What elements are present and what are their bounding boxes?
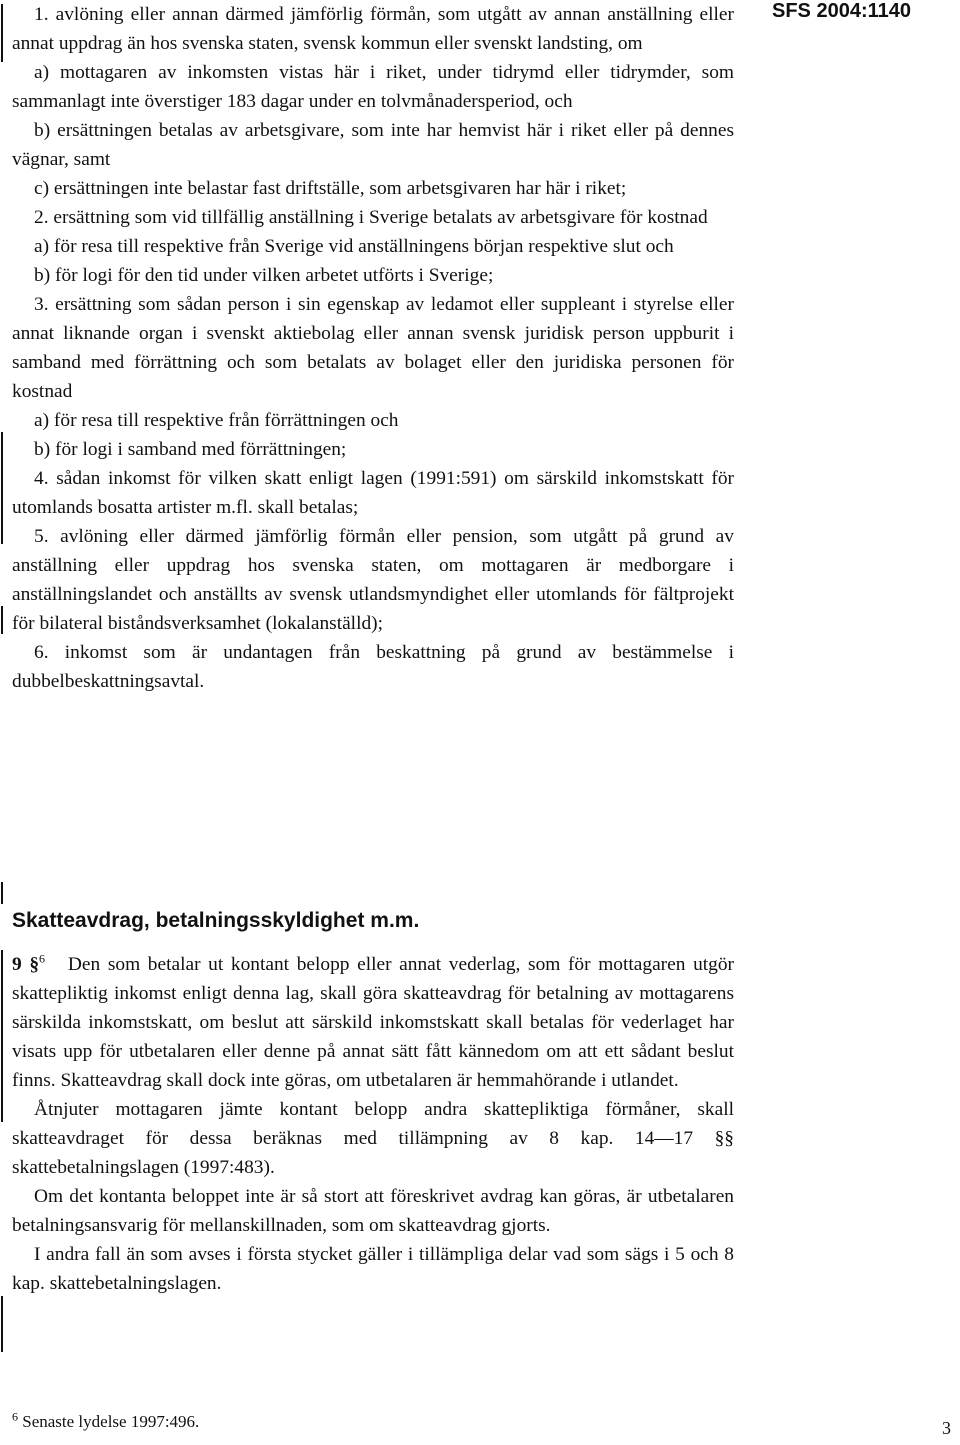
change-bar (1, 606, 3, 634)
paragraph-text: Den som betalar ut kontant belopp eller annat vederlag, som för mottagaren utgör skattepliktig inkomst enligt denna lag, skall göra skatteavdrag för betalning av mottagarens särskilda inkomstskatt, om beslut att särskild inkomstskatt skall betalas för vederlaget har visats upp för utbetalaren eller denne på annat sätt fått kännedom om att ett sådant beslut finns. Skatteavdrag skall dock inte göras, om utbetalaren är hemmahörande i utlandet. (12, 954, 734, 1091)
exemption-list (12, 0, 734, 696)
list-subitem: a) för resa till respektive från förrättningen och (34, 410, 399, 431)
section-heading: Skatteavdrag, betalningsskyldighet m.m. (12, 909, 420, 932)
change-bar (1, 1296, 3, 1352)
list-item: 2. ersättning som vid tillfällig anställning i Sverige betalats av arbetsgivare för kostnad (34, 207, 708, 228)
section-9 (12, 950, 734, 1298)
list-subitem: a) för resa till respektive från Sverige vid anställningens början respektive slut och (34, 236, 674, 257)
list-subitem: b) ersättningen betalas av arbetsgivare, som inte har hemvist här i riket eller på dennes vägnar, samt (12, 120, 734, 170)
footnote-number: 6 (12, 1409, 18, 1424)
section-paragraph: I andra fall än som avses i första stycket gäller i tillämpliga delar vad som sägs i 5 och 8 kap. skattebetalningslagen. (12, 1244, 734, 1294)
section-paragraph: Om det kontanta beloppet inte är så stort att föreskrivet avdrag kan göras, är utbetalaren betalningsansvarig för mellanskillnaden, som om skatteavdrag gjorts. (12, 1186, 734, 1236)
list-item: 4. sådan inkomst för vilken skatt enligt lagen (1991:591) om särskild inkomstskatt för utomlands bosatta artister m.fl. skall betalas; (12, 468, 734, 518)
list-item: 6. inkomst som är undantagen från beskattning på grund av bestämmelse i dubbelbeskattningsavtal. (12, 642, 734, 692)
document-id: SFS 2004:1140 (772, 0, 911, 22)
page-number: 3 (942, 1418, 951, 1438)
list-subitem: b) för logi i samband med förrättningen; (34, 439, 347, 460)
change-bar (1, 432, 3, 544)
list-subitem: a) mottagaren av inkomsten vistas här i riket, under tidrymd eller tidrymder, som sammanlagt inte överstiger 183 dagar under en tolvmånadersperiod, och (12, 62, 734, 112)
list-subitem: c) ersättningen inte belastar fast driftställe, som arbetsgivaren har här i riket; (34, 178, 627, 199)
section-paragraph: Åtnjuter mottagaren jämte kontant belopp andra skattepliktiga förmåner, skall skatteavdraget för dessa beräknas med tillämpning av 8 kap. 14—17 §§ skattebetalningslagen (1997:483). (12, 1099, 734, 1178)
list-item: 3. ersättning som sådan person i sin egenskap av ledamot eller suppleant i styrelse eller annat liknande organ i svenskt aktiebolag eller annan svensk juridisk person uppburit i samband med förrättning och som betalats av bolaget eller den juridiska personen för kostnad (12, 294, 734, 402)
footnote-text: Senaste lydelse 1997:496. (22, 1412, 200, 1431)
footnote (12, 1409, 200, 1432)
section-paragraph (12, 950, 734, 1095)
footnote-reference: 6 (39, 951, 46, 966)
section-number: 9 § (12, 954, 40, 975)
change-bar (1, 4, 3, 62)
change-bar (1, 950, 3, 1122)
list-item: 5. avlöning eller därmed jämförlig förmån eller pension, som utgått på grund av anställning eller uppdrag hos svenska staten, om mottagaren är medborgare i anställningslandet och anställts av svensk utlandsmyndighet eller utomlands för fältprojekt för bilateral biståndsverksamhet (lokalanställd); (12, 526, 734, 634)
list-item: 1. avlöning eller annan därmed jämförlig förmån, som utgått av annan anställning eller annat uppdrag än hos svenska staten, svensk kommun eller svenskt landsting, om (12, 4, 734, 54)
change-bar (1, 882, 3, 904)
list-subitem: b) för logi för den tid under vilken arbetet utförts i Sverige; (34, 265, 494, 286)
